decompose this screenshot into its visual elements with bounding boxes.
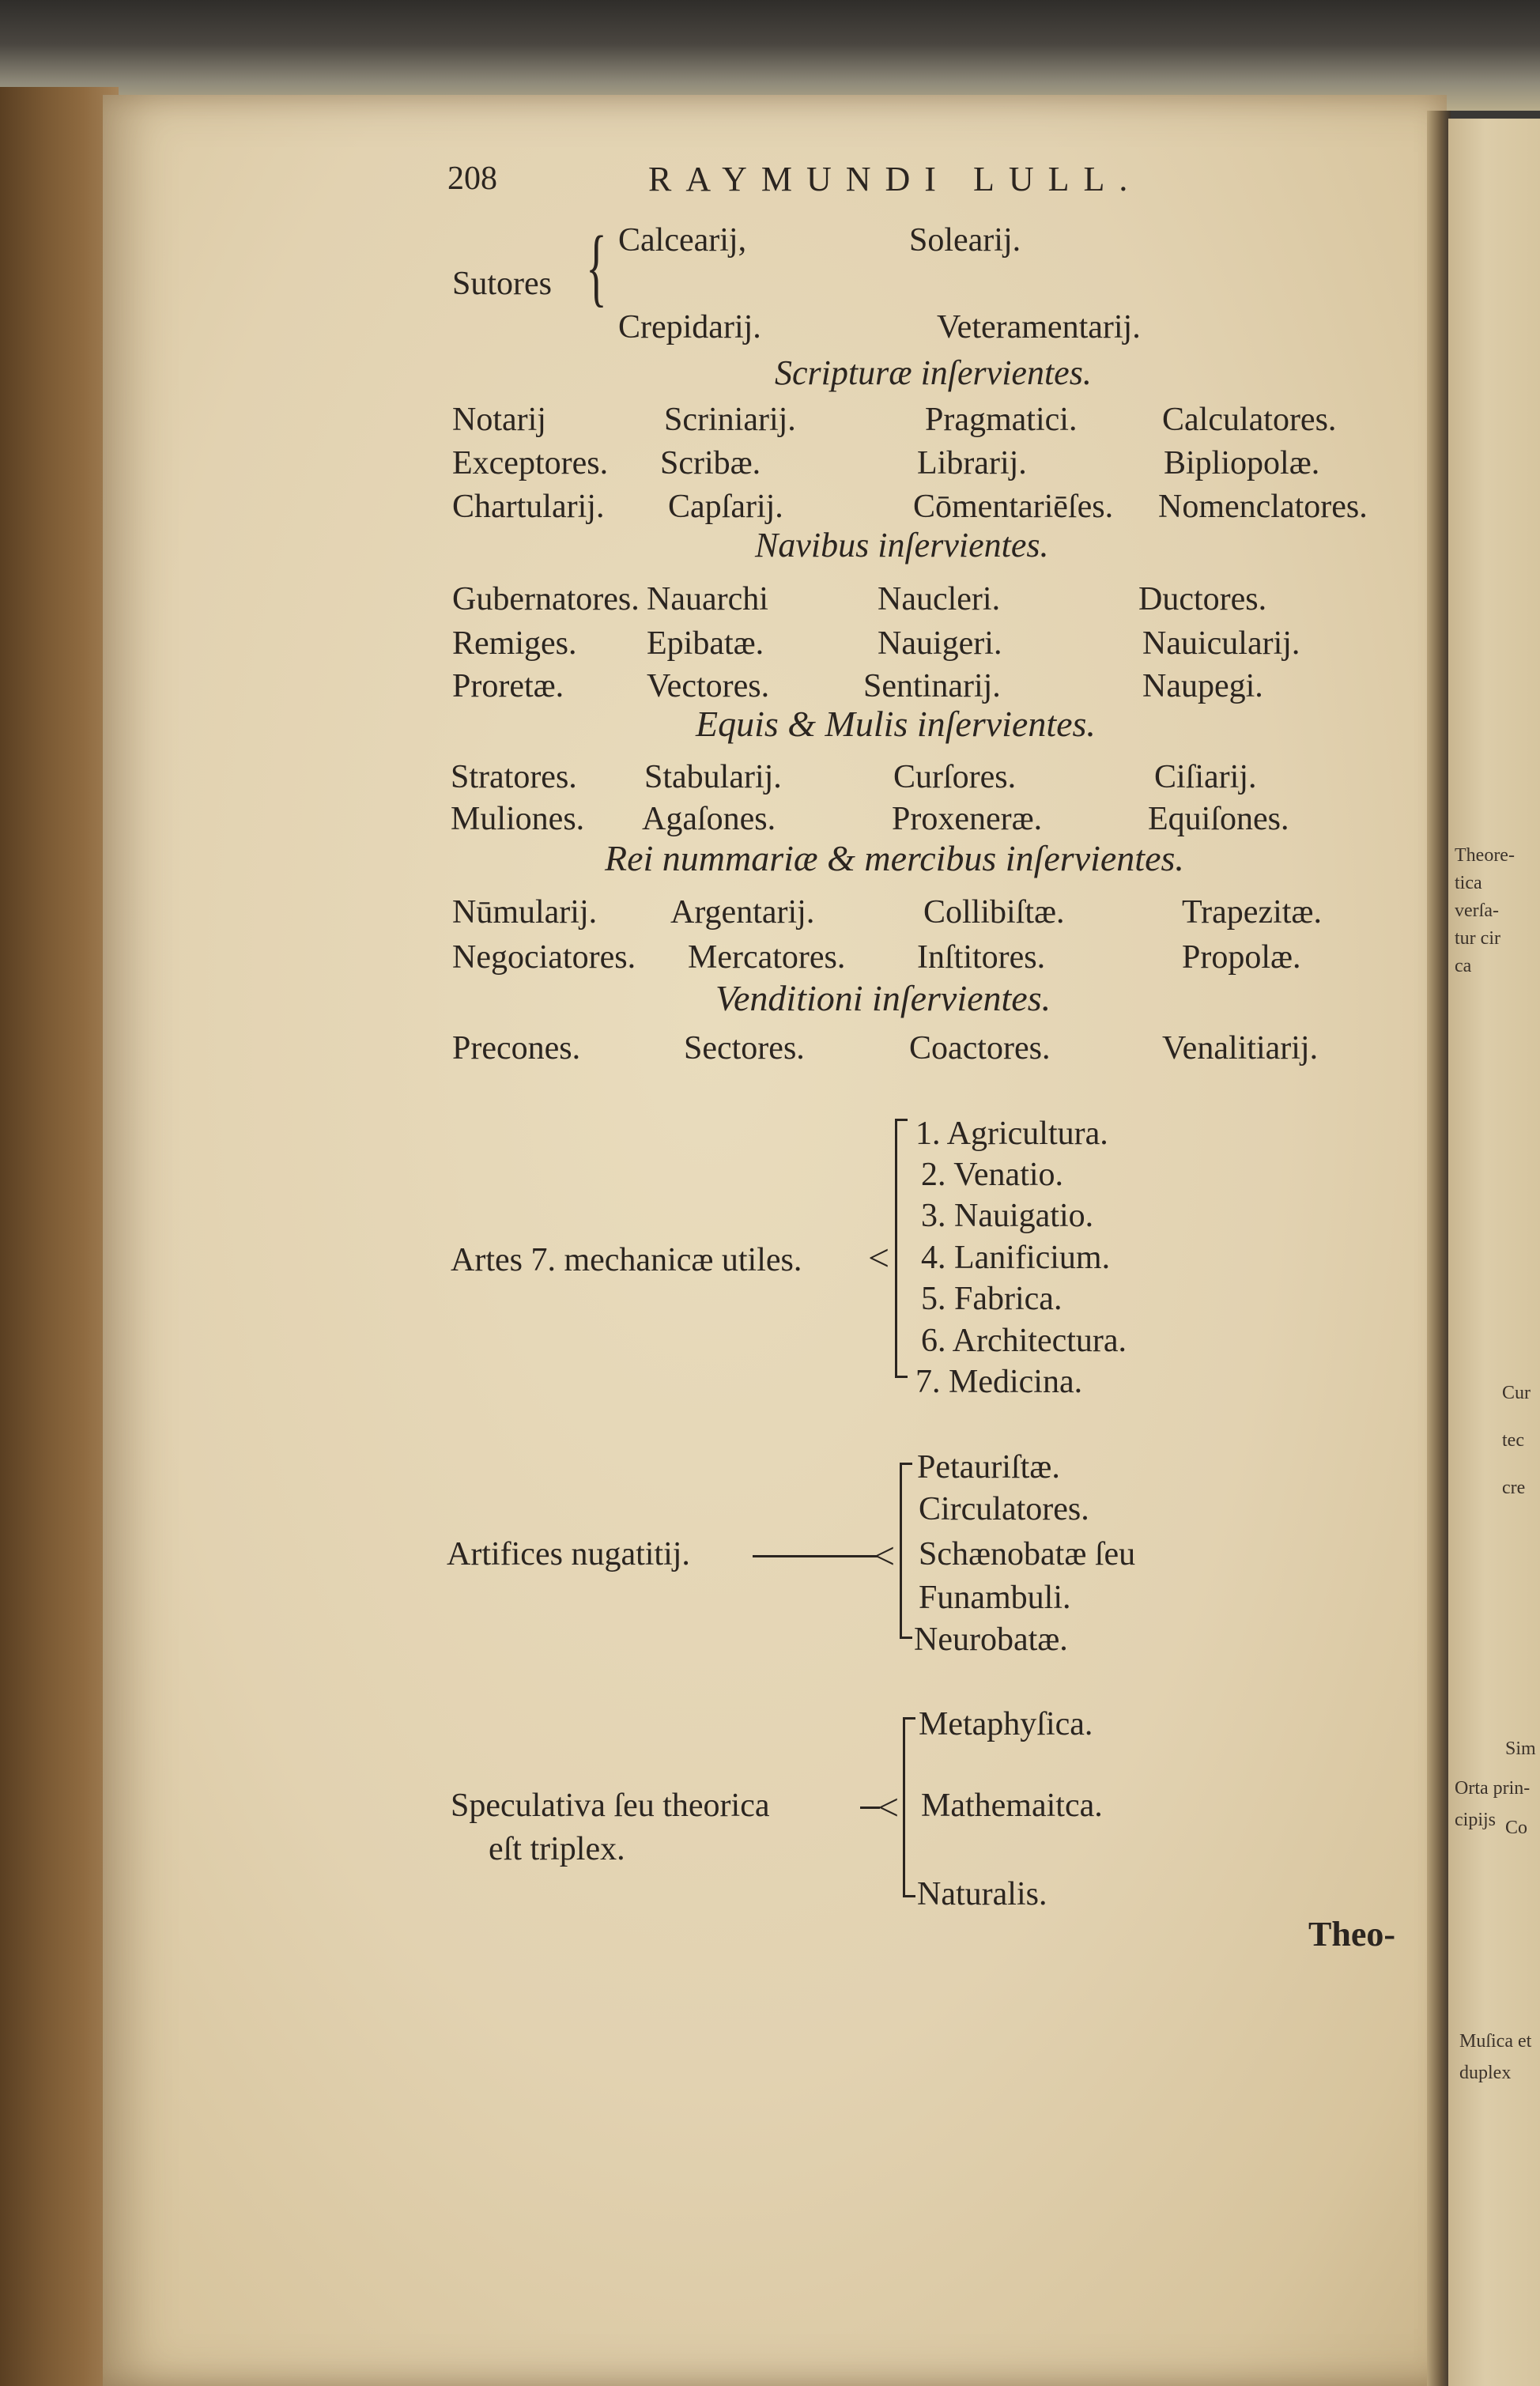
table-cell: Ductores. xyxy=(1138,581,1267,617)
next-page-fragment: Theore- xyxy=(1455,845,1515,866)
table-cell: Scribæ. xyxy=(660,445,761,481)
section-heading: Scripturæ inſervientes. xyxy=(775,353,1092,392)
bracket-label: Artifices nugatitij. xyxy=(447,1536,690,1572)
bracket-line xyxy=(895,1119,908,1121)
table-cell: Nauarchi xyxy=(647,581,768,617)
table-cell: Pragmatici. xyxy=(925,402,1078,438)
next-page-fragment: verſa- xyxy=(1455,900,1499,921)
table-cell: Trapezitæ. xyxy=(1182,894,1322,931)
running-title: RAYMUNDI LULL. xyxy=(648,160,1142,198)
table-cell: Remiges. xyxy=(452,625,577,662)
section-heading: Rei nummariæ & mercibus inſervientes. xyxy=(605,838,1184,878)
table-cell: Equiſones. xyxy=(1148,801,1289,837)
section-heading: Navibus inſervientes. xyxy=(755,526,1049,564)
connector-line xyxy=(753,1555,878,1557)
page-top-shadow xyxy=(0,0,1540,111)
table-cell: Curſores. xyxy=(893,759,1017,795)
catchword: Theo- xyxy=(1308,1915,1395,1954)
table-cell: Precones. xyxy=(452,1030,581,1067)
table-cell: Vectores. xyxy=(647,668,770,704)
next-page-strip xyxy=(1448,119,1540,2386)
table-cell: Solearij. xyxy=(909,222,1021,259)
bracket-line xyxy=(895,1376,908,1378)
table-cell: Sentinarij. xyxy=(863,668,1001,704)
book-fore-edge xyxy=(0,87,119,2386)
table-cell: Stratores. xyxy=(451,759,577,795)
bracket-line xyxy=(900,1463,912,1465)
table-cell: Calcearij, xyxy=(618,222,747,259)
list-item: 6. Architectura. xyxy=(921,1323,1127,1359)
table-cell: Gubernatores. xyxy=(452,581,640,617)
table-cell: Nūmularij. xyxy=(452,894,598,931)
list-item: 7. Medicina. xyxy=(915,1364,1083,1400)
bracket-line xyxy=(900,1463,902,1637)
book-gutter xyxy=(1427,111,1451,2386)
table-cell: Exceptores. xyxy=(452,445,609,481)
table-cell: Nomenclatores. xyxy=(1158,489,1368,525)
table-cell: Calculatores. xyxy=(1162,402,1337,438)
table-cell: Venalitiarij. xyxy=(1162,1030,1319,1067)
bracket-point-icon: < xyxy=(874,1535,896,1577)
next-page-fragment: tur cir xyxy=(1455,928,1500,949)
bracket-line xyxy=(903,1895,915,1897)
next-page-fragment: tica xyxy=(1455,873,1482,893)
bracket-line xyxy=(900,1637,912,1639)
bracket-point-icon: < xyxy=(878,1787,900,1829)
table-cell: Cōmentariēſes. xyxy=(913,489,1114,525)
next-page-fragment: Muſica et xyxy=(1459,2031,1532,2052)
table-cell: Chartularij. xyxy=(452,489,605,525)
table-cell: Epibatæ. xyxy=(647,625,764,662)
table-cell: Muliones. xyxy=(451,801,585,837)
next-page-fragment: Sim xyxy=(1505,1739,1536,1759)
table-cell: Propolæ. xyxy=(1182,939,1301,976)
table-cell: Agaſones. xyxy=(642,801,776,837)
bracket-point-icon: < xyxy=(868,1237,890,1279)
bracket-label: Artes 7. mechanicæ utiles. xyxy=(451,1242,802,1278)
table-cell: Negociatores. xyxy=(452,939,636,976)
next-page-fragment: cipijs xyxy=(1455,1810,1496,1830)
table-cell: Proxeneræ. xyxy=(892,801,1043,837)
book-page xyxy=(103,95,1447,2386)
list-item: 4. Lanificium. xyxy=(921,1240,1111,1276)
table-cell: Librarij. xyxy=(917,445,1027,481)
table-cell: Sectores. xyxy=(684,1030,805,1067)
next-page-fragment: Cur xyxy=(1502,1383,1531,1403)
list-item: Naturalis. xyxy=(917,1876,1047,1912)
table-cell: Coactores. xyxy=(909,1030,1051,1067)
list-item: 1. Agricultura. xyxy=(915,1116,1108,1152)
next-page-fragment: Orta prin- xyxy=(1455,1778,1531,1799)
list-item: 2. Venatio. xyxy=(921,1157,1064,1193)
next-page-fragment: duplex xyxy=(1459,2063,1512,2083)
list-item: Petauriſtæ. xyxy=(917,1449,1060,1486)
bracket-label: Speculativa ſeu theorica xyxy=(451,1788,770,1824)
list-item: Mathemaitca. xyxy=(921,1788,1103,1824)
table-cell: Naucleri. xyxy=(878,581,1001,617)
bracket-label: eſt triplex. xyxy=(489,1831,625,1867)
next-page-fragment: ca xyxy=(1455,956,1472,976)
brace-icon: { xyxy=(586,218,607,315)
section-heading: Venditioni inſervientes. xyxy=(715,978,1051,1018)
table-cell: Crepidarij. xyxy=(618,309,761,345)
next-page-fragment: tec xyxy=(1502,1430,1524,1451)
list-item: Schænobatæ ſeu xyxy=(919,1536,1136,1572)
list-item: Metaphyſica. xyxy=(919,1706,1093,1742)
page-number: 208 xyxy=(447,160,497,197)
bracket-line xyxy=(895,1119,897,1376)
table-cell: Collibiſtæ. xyxy=(923,894,1065,931)
sutores-label: Sutores xyxy=(452,266,552,302)
next-page-fragment: cre xyxy=(1502,1478,1526,1498)
list-item: Funambuli. xyxy=(919,1580,1071,1616)
table-cell: Inſtitores. xyxy=(917,939,1046,976)
table-cell: Nauicularij. xyxy=(1142,625,1300,662)
next-page-fragment: Co xyxy=(1505,1818,1528,1838)
table-cell: Proretæ. xyxy=(452,668,564,704)
list-item: 3. Nauigatio. xyxy=(921,1198,1094,1234)
table-cell: Capſarij. xyxy=(668,489,783,525)
table-cell: Naupegi. xyxy=(1142,668,1263,704)
list-item: Neurobatæ. xyxy=(914,1621,1068,1658)
table-cell: Veteramentarij. xyxy=(937,309,1141,345)
table-cell: Scriniarij. xyxy=(664,402,796,438)
table-cell: Notarij xyxy=(452,402,546,438)
list-item: 5. Fabrica. xyxy=(921,1281,1063,1317)
table-cell: Bipliopolæ. xyxy=(1164,445,1320,481)
table-cell: Nauigeri. xyxy=(878,625,1002,662)
table-cell: Argentarij. xyxy=(670,894,815,931)
table-cell: Stabularij. xyxy=(644,759,782,795)
bracket-line xyxy=(903,1717,915,1720)
table-cell: Mercatores. xyxy=(688,939,846,976)
section-heading: Equis & Mulis inſervientes. xyxy=(696,704,1096,744)
list-item: Circulatores. xyxy=(919,1491,1089,1527)
table-cell: Ciſiarij. xyxy=(1154,759,1257,795)
bracket-line xyxy=(903,1717,905,1895)
